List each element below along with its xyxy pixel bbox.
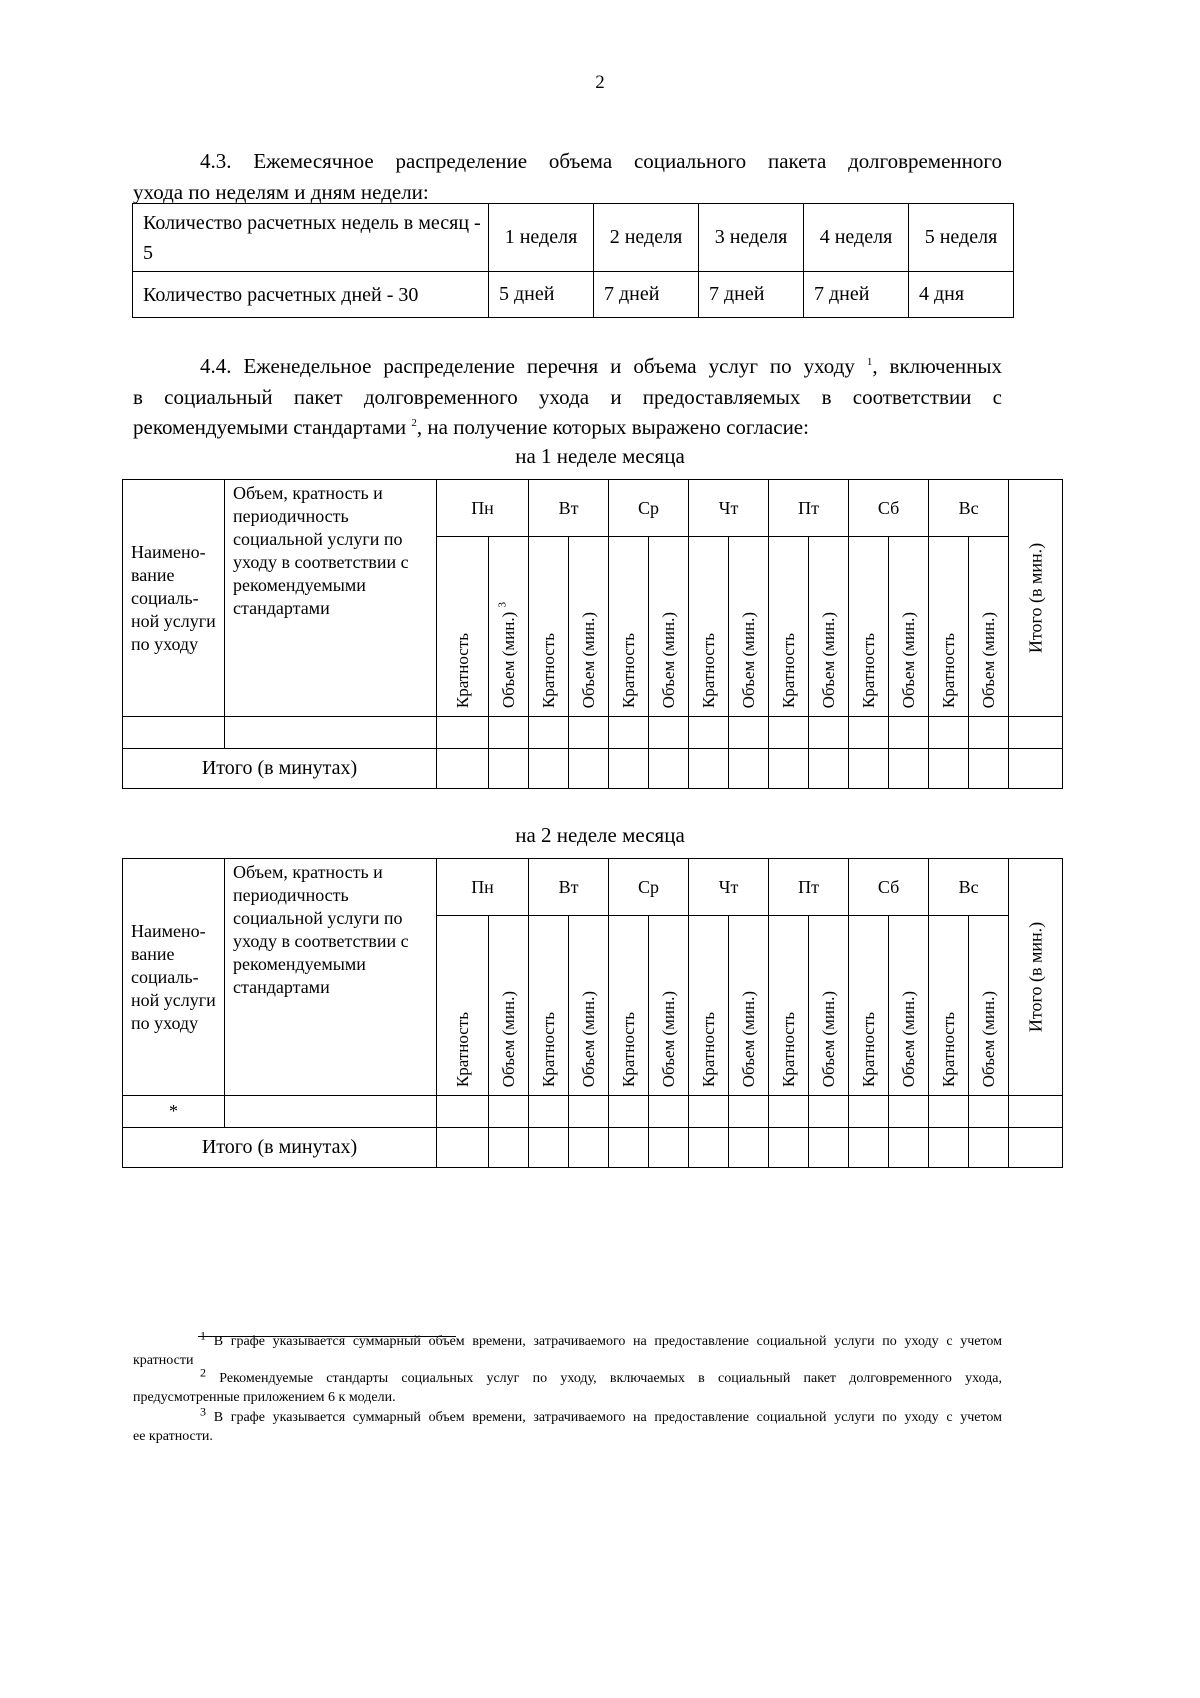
page-number: 2 — [595, 72, 605, 93]
multiplicity-label: Кратность — [698, 632, 718, 708]
week2-caption: на 2 неделе месяца — [515, 823, 685, 847]
footnote-2-line1 — [133, 1365, 1002, 1388]
cell — [969, 1128, 1009, 1168]
total-minutes-header — [1009, 859, 1063, 1096]
thu-multiplicity-header — [689, 916, 729, 1096]
total-row-label: Итого (в минутах) — [123, 1128, 437, 1168]
mon-multiplicity-header — [437, 916, 489, 1096]
cell — [489, 1128, 529, 1168]
week-header-2: 2 неделя — [594, 204, 699, 272]
cell — [1009, 749, 1063, 789]
multiplicity-label: Кратность — [858, 632, 878, 708]
cell — [489, 749, 529, 789]
sun-volume-header — [969, 916, 1009, 1096]
cell — [689, 1096, 729, 1128]
week-header-1: 1 неделя — [489, 204, 594, 272]
cell — [889, 717, 929, 749]
footnote-1-line2: кратности — [133, 1353, 194, 1368]
day-header-sat: Сб — [849, 480, 929, 537]
week-days-1: 5 дней — [489, 272, 594, 318]
volume-label: Объем (мин.) — [658, 611, 678, 708]
thu-multiplicity-header — [689, 537, 729, 717]
cell — [489, 717, 529, 749]
tue-volume-header — [569, 537, 609, 717]
multiplicity-label: Кратность — [778, 1011, 798, 1087]
mon-multiplicity-header — [437, 537, 489, 717]
thu-volume-header — [729, 537, 769, 717]
cell — [689, 749, 729, 789]
week2-schedule-table — [122, 858, 1063, 1168]
sat-volume-header — [889, 916, 929, 1096]
volume-label-with-ref — [495, 601, 519, 708]
cell — [969, 749, 1009, 789]
cell — [437, 1128, 489, 1168]
cell — [649, 1096, 689, 1128]
footnote-2-line2: предусмотренные приложением 6 к модели. — [133, 1390, 396, 1405]
week-days-5: 4 дня — [909, 272, 1014, 318]
cell — [569, 1096, 609, 1128]
tue-multiplicity-header — [529, 537, 569, 717]
day-header-mon: Пн — [437, 859, 529, 916]
fri-multiplicity-header — [769, 537, 809, 717]
section-4-4-line1-text: 4.4. Еженедельное распределение перечня и объема услуг по уходу — [200, 354, 855, 378]
wed-volume-header — [649, 916, 689, 1096]
wed-multiplicity-header — [609, 537, 649, 717]
row-marker: * — [123, 1096, 225, 1128]
day-header-tue: Вт — [529, 480, 609, 537]
total-row — [123, 749, 1063, 789]
volume-label: Объем (мин.) — [578, 611, 598, 708]
section-4-4-line2: в социальный пакет долговременного ухода и предоставляемых в соответствии с — [133, 385, 1002, 409]
cell — [437, 1096, 489, 1128]
volume-label: Объем (мин.) — [498, 990, 518, 1087]
sun-multiplicity-header — [929, 537, 969, 717]
sun-volume-header — [969, 537, 1009, 717]
cell — [649, 1128, 689, 1168]
cell — [437, 749, 489, 789]
footnote-1-line1 — [133, 1328, 1003, 1351]
day-header-fri: Пт — [769, 480, 849, 537]
multiplicity-label: Кратность — [698, 1011, 718, 1087]
section-4-3-line2: ухода по неделям и дням недели: — [133, 180, 429, 204]
tue-volume-header — [569, 916, 609, 1096]
cell — [437, 717, 489, 749]
wed-multiplicity-header — [609, 916, 649, 1096]
mon-volume-header — [489, 916, 529, 1096]
total-minutes-label: Итого (в мин.) — [1025, 921, 1046, 1033]
day-header-wed: Ср — [609, 480, 689, 537]
footnote-3-number: 3 — [200, 1404, 206, 1419]
cell — [889, 1096, 929, 1128]
multiplicity-label: Кратность — [938, 1011, 958, 1087]
cell — [529, 1096, 569, 1128]
footnote-ref-2: 2 — [411, 417, 417, 429]
service-volume-header: Объем, кратность и периодичность социальной услуги по уходу в соответствии с рекомендуемыми стандартами — [225, 859, 437, 1096]
week-header-5: 5 неделя — [909, 204, 1014, 272]
cell — [569, 717, 609, 749]
cell — [689, 1128, 729, 1168]
footnote-ref-3: 3 — [495, 601, 508, 608]
total-row-label: Итого (в минутах) — [123, 749, 437, 789]
cell — [969, 717, 1009, 749]
day-header-fri: Пт — [769, 859, 849, 916]
volume-label: Объем (мин.) — [818, 611, 838, 708]
multiplicity-label: Кратность — [452, 1011, 472, 1087]
cell — [769, 717, 809, 749]
cell — [649, 749, 689, 789]
cell — [929, 1128, 969, 1168]
cell — [569, 1128, 609, 1168]
table-row — [123, 1096, 1063, 1128]
cell — [809, 1096, 849, 1128]
footnote-3-line1 — [133, 1404, 1003, 1427]
cell — [1009, 717, 1063, 749]
cell — [969, 1096, 1009, 1128]
cell — [529, 1128, 569, 1168]
cell — [849, 1096, 889, 1128]
total-minutes-header — [1009, 480, 1063, 717]
cell — [809, 1128, 849, 1168]
cell — [1009, 1096, 1063, 1128]
week-days-4: 7 дней — [804, 272, 909, 318]
cell — [123, 717, 225, 749]
cell — [609, 1128, 649, 1168]
section-4-4-line3-end: , на получение которых выражено согласие: — [416, 415, 809, 439]
sat-multiplicity-header — [849, 916, 889, 1096]
weeks-distribution-table — [132, 203, 1014, 318]
footnote-ref-1: 1 — [866, 356, 873, 368]
multiplicity-label: Кратность — [538, 632, 558, 708]
day-header-thu: Чт — [689, 859, 769, 916]
volume-label: Объем (мин.) — [738, 611, 758, 708]
cell — [609, 717, 649, 749]
service-volume-header: Объем, кратность и периодичность социальной услуги по уходу в соответствии с рекомендуемыми стандартами — [225, 480, 437, 717]
multiplicity-label: Кратность — [618, 632, 638, 708]
fri-volume-header — [809, 916, 849, 1096]
section-4-4-line3 — [133, 412, 809, 443]
day-header-sun: Вс — [929, 859, 1009, 916]
table-row — [123, 717, 1063, 749]
cell — [649, 717, 689, 749]
cell — [769, 1128, 809, 1168]
multiplicity-label: Кратность — [452, 632, 472, 708]
cell — [529, 749, 569, 789]
wed-volume-header — [649, 537, 689, 717]
tue-multiplicity-header — [529, 916, 569, 1096]
multiplicity-label: Кратность — [938, 632, 958, 708]
cell — [849, 749, 889, 789]
section-4-3-line1: 4.3. Ежемесячное распределение объема социального пакета долговременного — [200, 149, 1002, 173]
footnote-2-text: Рекомендуемые стандарты социальных услуг по уходу, включаемых в социальный пакет долговременного ухода, — [219, 1371, 1002, 1386]
multiplicity-label: Кратность — [858, 1011, 878, 1087]
week-days-3: 7 дней — [699, 272, 804, 318]
multiplicity-label: Кратность — [618, 1011, 638, 1087]
cell — [729, 1096, 769, 1128]
week1-schedule-table — [122, 479, 1063, 789]
volume-label: Объем (мин.) — [898, 611, 918, 708]
cell — [849, 1128, 889, 1168]
day-header-wed: Ср — [609, 859, 689, 916]
cell — [225, 1096, 437, 1128]
week-header-3: 3 неделя — [699, 204, 804, 272]
day-header-sat: Сб — [849, 859, 929, 916]
service-name-header: Наимено-вание социаль-ной услуги по уходу — [123, 480, 225, 717]
day-header-tue: Вт — [529, 859, 609, 916]
footnote-1-text: В графе указывается суммарный объем времени, затрачиваемого на предоставление социальной услуги по уходу с учетом — [213, 1334, 1003, 1349]
cell — [609, 1096, 649, 1128]
week-days-2: 7 дней — [594, 272, 699, 318]
volume-label: Объем (мин.) — [978, 990, 998, 1087]
week1-caption: на 1 неделе месяца — [515, 444, 685, 468]
multiplicity-label: Кратность — [538, 1011, 558, 1087]
volume-label: Объем (мин.) — [818, 990, 838, 1087]
day-header-sun: Вс — [929, 480, 1009, 537]
cell — [729, 749, 769, 789]
mon-volume-header — [489, 537, 529, 717]
cell — [889, 1128, 929, 1168]
cell — [849, 717, 889, 749]
cell — [729, 1128, 769, 1168]
cell — [889, 749, 929, 789]
fri-multiplicity-header — [769, 916, 809, 1096]
multiplicity-label: Кратность — [778, 632, 798, 708]
footnote-3-text: В графе указывается суммарный объем времени, затрачиваемого на предоставление социальной услуги по уходу с учетом — [213, 1410, 1003, 1425]
total-minutes-label: Итого (в мин.) — [1025, 542, 1046, 654]
sat-volume-header — [889, 537, 929, 717]
sat-multiplicity-header — [849, 537, 889, 717]
cell — [609, 749, 649, 789]
day-header-thu: Чт — [689, 480, 769, 537]
cell — [929, 749, 969, 789]
volume-label: Объем (мин.) — [738, 990, 758, 1087]
days-count-label: Количество расчетных дней - 30 — [133, 272, 489, 318]
cell — [769, 749, 809, 789]
sun-multiplicity-header — [929, 916, 969, 1096]
cell — [225, 717, 437, 749]
footnote-1-number: 1 — [200, 1328, 206, 1343]
cell — [1009, 1128, 1063, 1168]
volume-label: Объем (мин.) — [578, 990, 598, 1087]
day-header-mon: Пн — [437, 480, 529, 537]
thu-volume-header — [729, 916, 769, 1096]
cell — [769, 1096, 809, 1128]
cell — [529, 717, 569, 749]
cell — [929, 1096, 969, 1128]
section-4-4-line1 — [200, 351, 1002, 382]
cell — [809, 749, 849, 789]
service-name-header: Наимено-вание социаль-ной услуги по уходу — [123, 859, 225, 1096]
section-4-4-line3-text: рекомендуемыми стандартами — [133, 415, 407, 439]
footnote-2-number: 2 — [200, 1365, 206, 1380]
week-header-4: 4 неделя — [804, 204, 909, 272]
cell — [489, 1096, 529, 1128]
cell — [689, 717, 729, 749]
volume-label: Объем (мин.) — [978, 611, 998, 708]
cell — [929, 717, 969, 749]
fri-volume-header — [809, 537, 849, 717]
volume-label: Объем (мин.) — [658, 990, 678, 1087]
cell — [569, 749, 609, 789]
cell — [809, 717, 849, 749]
total-row — [123, 1128, 1063, 1168]
section-4-4-line1-end: , включенных — [872, 354, 1002, 378]
footnote-3-line2: ее кратности. — [133, 1429, 213, 1444]
volume-label: Объем (мин.) — [498, 611, 518, 708]
cell — [729, 717, 769, 749]
weeks-count-label: Количество расчетных недель в месяц - 5 — [133, 204, 489, 272]
volume-label: Объем (мин.) — [898, 990, 918, 1087]
